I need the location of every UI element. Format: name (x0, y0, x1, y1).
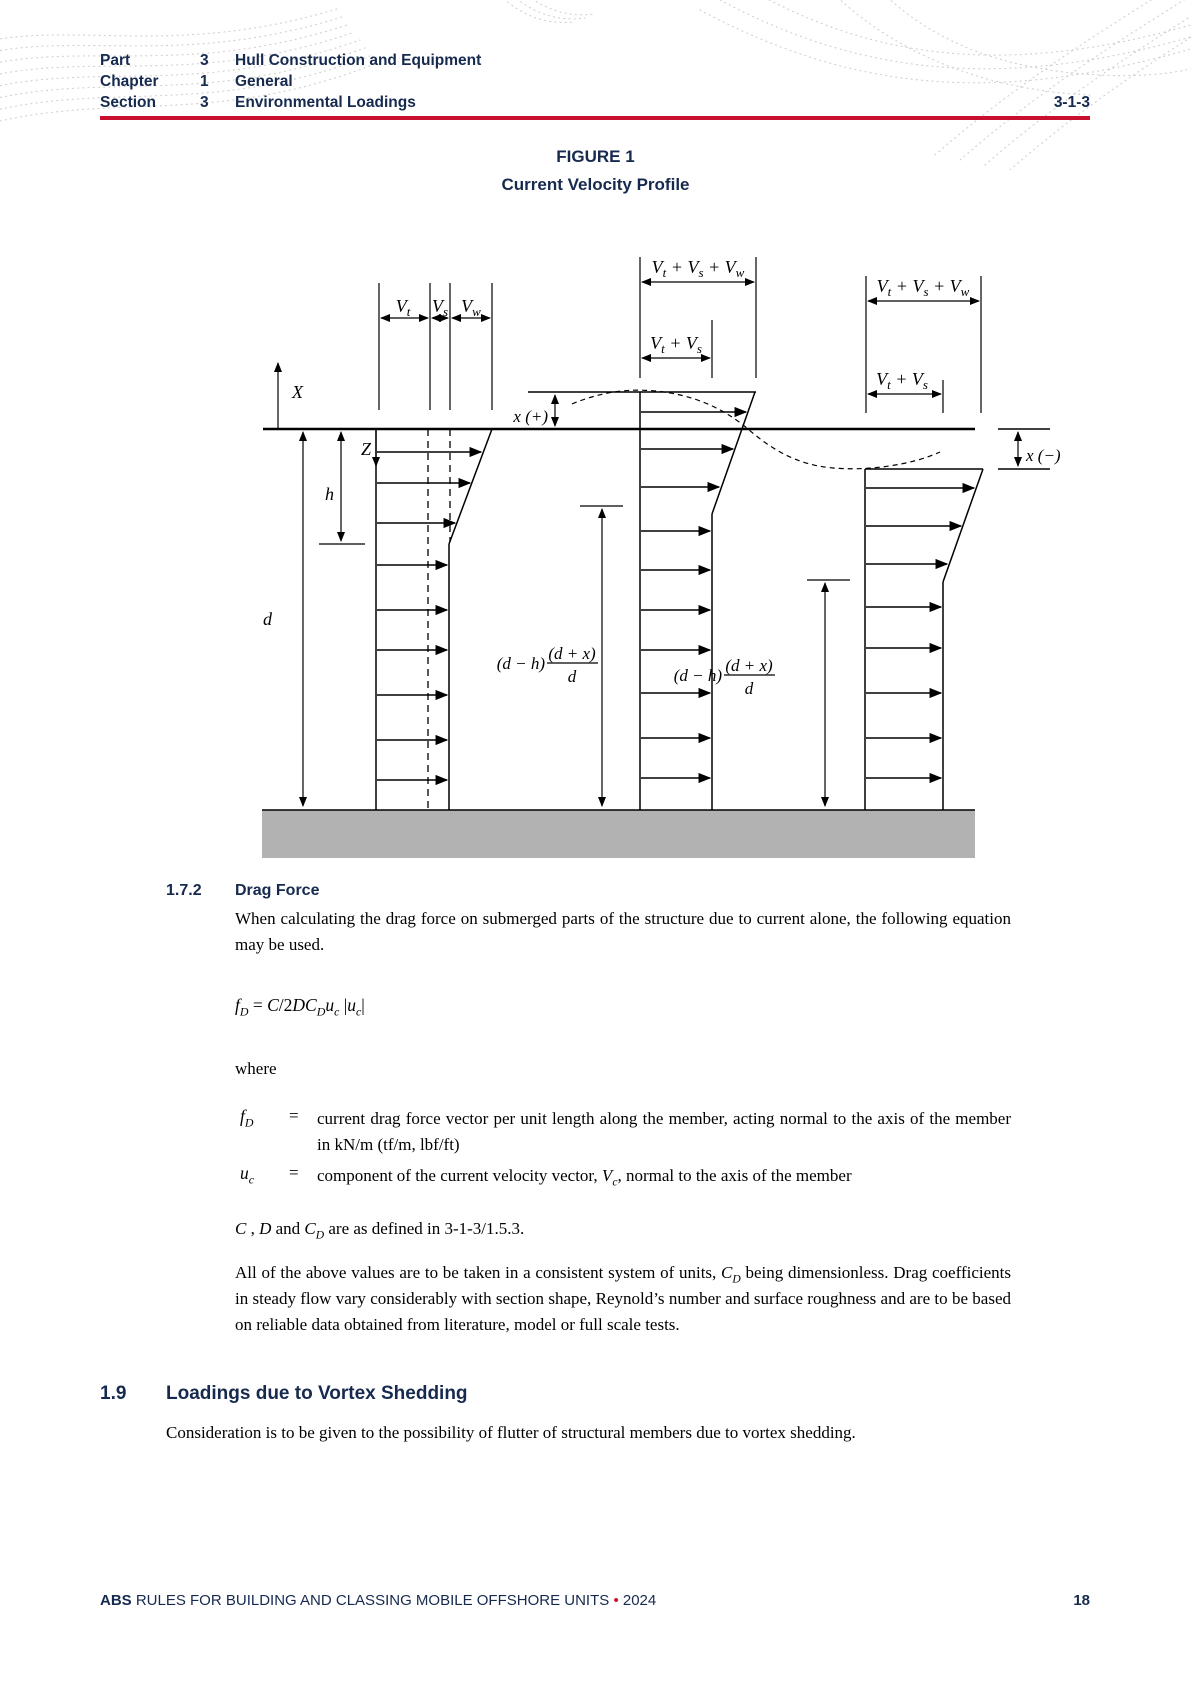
page-number: 18 (1073, 1592, 1090, 1609)
depth-d-dimension (263, 432, 303, 806)
drag-section-number: 1.7.2 (166, 882, 202, 899)
profile-3-velocity-arrows (866, 488, 974, 778)
depth-formula-1 (497, 644, 598, 686)
drag-force-equation: $f_D = C/2DC_Du_c$ $|u_c|$ (235, 995, 365, 1019)
part-title: Hull Construction and Equipment (235, 52, 482, 69)
fd-symbol: $f_D$ (240, 1106, 254, 1130)
x-minus-dimension (998, 429, 1061, 469)
x-plus-dimension (512, 395, 555, 426)
figure-title: FIGURE 1 (556, 147, 635, 166)
page-footer (100, 1592, 1090, 1609)
profile-2-velocity-arrows (641, 412, 746, 778)
cd-note: C , D and $C_D$ are as defined in 3-1-3/1.5.3. (235, 1219, 525, 1242)
footer-bullet: • (613, 1592, 619, 1609)
x-axis (278, 363, 304, 428)
center-wave-cluster (500, 0, 595, 23)
vt-label: $V_t$ (395, 296, 411, 319)
uc-symbol: $u_c$ (240, 1163, 255, 1187)
fd-equals: = (289, 1106, 299, 1125)
section-label: Section (100, 94, 156, 111)
z-axis-label: Z (360, 439, 371, 459)
footer-text: ABS RULES FOR BUILDING AND CLASSING MOBILE OFFSHORE UNITS • 2024 (100, 1592, 657, 1609)
profile-3-outline (865, 469, 983, 810)
vt-vs-label-crest: $V_t + V_s$ (650, 333, 702, 356)
header-row-chapter (100, 71, 1090, 92)
where-label: where (235, 1059, 277, 1078)
header-rule (100, 116, 1090, 120)
x-minus-label: x (−) (1026, 446, 1061, 465)
header-row-part (100, 50, 1090, 71)
profile-1-outline (376, 429, 492, 810)
chapter-title: General (235, 73, 293, 90)
vortex-section-title: Loadings due to Vortex Shedding (166, 1383, 468, 1404)
svg-text:d: d (567, 667, 577, 686)
depth-formula-2 (674, 656, 775, 698)
section-title: Environmental Loadings (235, 94, 416, 111)
page-header (100, 50, 1090, 113)
z-axis (361, 430, 376, 466)
drag-intro-paragraph: When calculating the drag force on submerged parts of the structure due to current alone, the following equation may be used. (235, 909, 1011, 954)
x-plus-label: x (+) (513, 407, 548, 426)
vs-label: $V_s$ (431, 296, 449, 319)
chapter-label: Chapter (100, 73, 159, 90)
svg-text:(d − h): (d − h) (496, 654, 545, 673)
profile-2-outline (640, 392, 755, 810)
header-row-section (100, 92, 1090, 113)
drag-closing-paragraph: All of the above values are to be taken in a consistent system of units, $C_D$ being dimensionless. Drag coefficients in steady flow vary considerably with section shape, Reynold’s number and surface roughness and are to be based on reliable data obtained from literature, model or full scale tests. (235, 1263, 1011, 1334)
vortex-section-number: 1.9 (100, 1383, 127, 1404)
d-label: d (263, 609, 272, 629)
part-label: Part (100, 52, 131, 69)
uc-definition-text: component of the current velocity vector, $V_c$, normal to the axis of the member (317, 1166, 852, 1189)
vw-label: $V_w$ (461, 296, 481, 319)
vt-vs-vw-label-trough: $V_t + V_s + V_w$ (876, 276, 970, 299)
submerged-depth-dimension-2 (807, 580, 850, 806)
uc-equals: = (289, 1163, 299, 1182)
vortex-paragraph: Consideration is to be given to the possibility of flutter of structural members due to vortex shedding. (166, 1423, 856, 1442)
section-code: 3-1-3 (1053, 94, 1090, 111)
seabed (262, 810, 975, 858)
svg-text:(d + x): (d + x) (725, 656, 773, 675)
current-velocity-profile-figure (0, 222, 1191, 872)
section-number: 3 (200, 94, 209, 111)
part-number: 3 (200, 52, 209, 69)
svg-text:d: d (744, 679, 754, 698)
svg-text:(d − h): (d − h) (673, 666, 722, 685)
depth-h-dimension (319, 432, 365, 544)
drag-section-title: Drag Force (235, 882, 320, 899)
fd-definition-text: current drag force vector per unit length along the member, acting normal to the axis of the member in kN/m (tf/m, lbf/ft) (317, 1109, 1011, 1154)
vt-vs-label-trough: $V_t + V_s$ (876, 369, 928, 392)
h-label: h (325, 484, 334, 504)
vt-vs-vw-label-crest: $V_t + V_s + V_w$ (651, 257, 745, 280)
x-axis-label: X (292, 382, 303, 402)
svg-text:(d + x): (d + x) (548, 644, 596, 663)
chapter-number: 1 (200, 73, 209, 90)
figure-subtitle: Current Velocity Profile (501, 175, 690, 194)
